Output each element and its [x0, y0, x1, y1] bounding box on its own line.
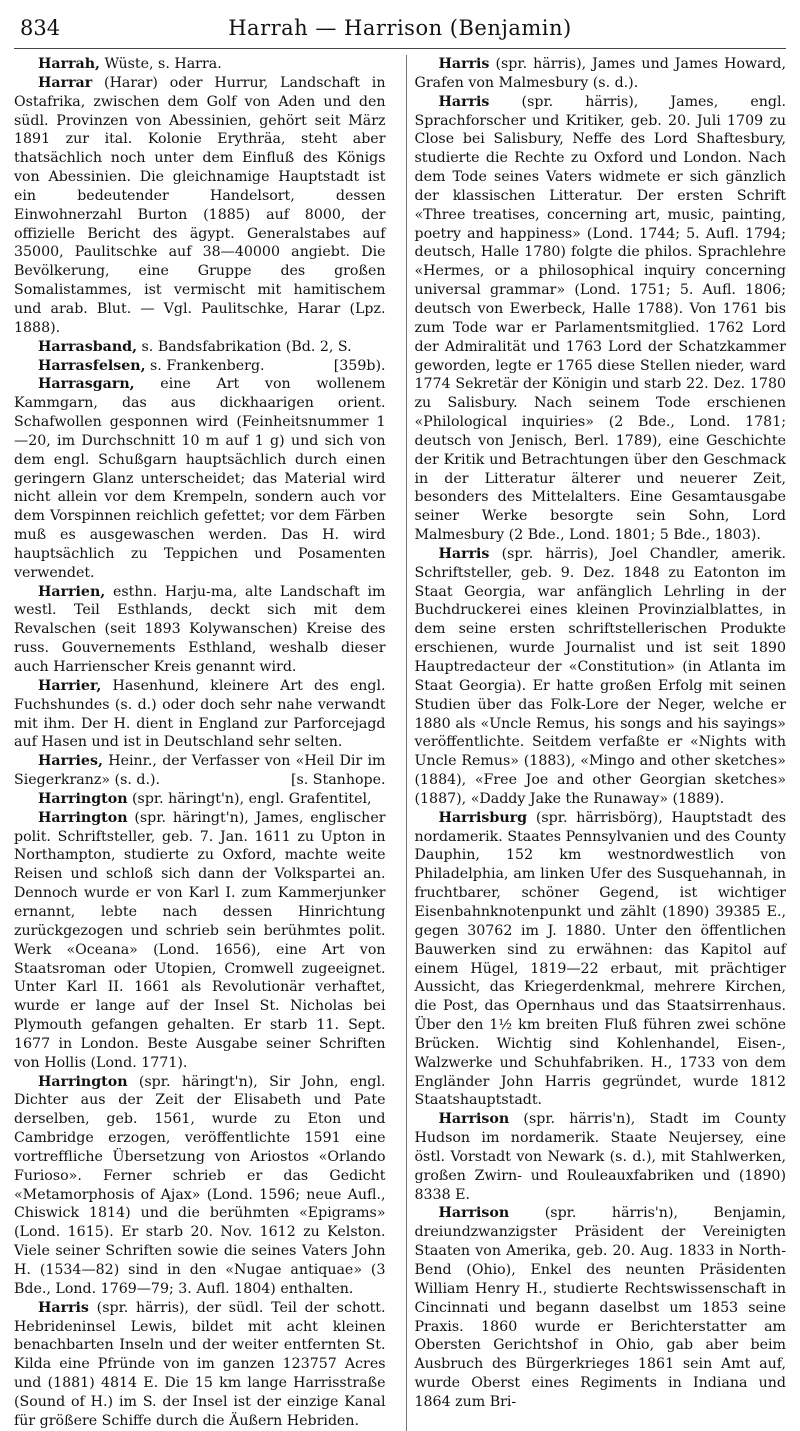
right-column	[406, 55, 787, 1431]
entry-text: s. Bandsfabrikation (Bd. 2, S.	[137, 338, 352, 355]
entry-headword: Harrington	[38, 809, 128, 826]
entry-text: (spr. härris), James, engl. Sprachforscher und Kritiker, geb. 20. Juli 1709 zu Close bei Salisbury, Neffe des Lord Shaftesbury, studierte die Rechte zu Oxford und London. Nach dem Tode seines Vaters widmete er sich gänzlich der klassischen Litteratur. Der ersten Schrift «Three treatises, concerning art, music, painting, poetry and happiness» (Lond. 1744; 5. Aufl. 1794; deutsch, Halle 1780) folgte die philos. Sprachlehre «Hermes, or a philosophical inquiry concerning universal grammar» (Lond. 1751; 5. Aufl. 1806; deutsch von Ewerbeck, Halle 1788). Von 1761 bis zum Tode war er Parlamentsmitglied. 1762 Lord der Admiralität und 1763 Lord der Schatzkammer geworden, legte er 1765 diese Stellen nieder, ward 1774 Sekretär der Königin und starb 22. Dez. 1780 zu Salisbury. Nach seinem Tode erschienen «Philological inquiries» (2 Bde., Lond. 1781; deutsch von Jenisch, Berl. 1789), eine Geschichte der Kritik und Betrachtungen über den Geschmack in der Litteratur älterer und neuerer Zeit, besonders des Mittelalters. Eine Gesamtausgabe seiner Werke besorgte sein Sohn, Lord Malmesbury (2 Bde., Lond. 1801; 5 Bde., 1803).	[414, 93, 786, 544]
entry-headword: Harris	[38, 1299, 89, 1316]
entry-headword: Harrison	[438, 1111, 510, 1128]
running-head: Harrah — Harrison (Benjamin)	[228, 16, 572, 40]
entry-text: Hasenhund, kleinere Art des engl. Fuchshundes (s. d.) oder doch sehr nahe verwandt mit ihm. Der H. dient in England zur Parforcejagd auf Hasen und ist in Deutschland sehr selten.	[14, 677, 386, 751]
entry-text: (spr. härris'n), Benjamin, dreiundzwanzigster Präsident der Vereinigten Staaten von Amerika, geb. 20. Aug. 1833 in North-Bend (Ohio), Enkel des neunten Präsidenten William Henry H., studierte Rechtswissenschaft in Cincinnati und begann daselbst um 1853 seine Praxis. 1860 wurde er Berichterstatter am Obersten Gerichtshof in Ohio, gab aber beim Ausbruch des Bürgerkrieges 1861 sein Amt auf, wurde Oberst eines Regiments in Indiana und 1864 zum Bri-	[414, 1205, 786, 1410]
entry-text: Heinr., der Verfasser von «Heil Dir im Siegerkranz» (s. d.).	[14, 753, 386, 789]
dictionary-entry	[14, 357, 386, 376]
entry-text: eine Art von wollenem Kammgarn, das aus dickhaarigen orient. Schafwollen gesponnen wird (Feinheitsnummer 1—20, im Durchschnitt 10 m auf 1 g) und sich von dem engl. Schußgarn hauptsächlich durch einen geringern Glanz unterscheidet; das Material wird nicht allein vor dem Krempeln, sondern auch vor dem Vorspinnen reichlich gefettet; vor dem Färben muß es ausgewaschen werden. Das H. wird hauptsächlich zu Teppichen und Posamenten verwendet.	[14, 376, 386, 581]
dictionary-entry	[415, 55, 787, 93]
page-header	[14, 12, 786, 49]
entry-headword: Harries,	[38, 753, 103, 770]
entry-text: (spr. härrisbörg), Hauptstadt des nordamerik. Staates Pennsylvanien und des County Dauphin, 152 km westnordwestlich von Philadelphia, am linken Ufer des Susquehannah, in fruchtbarer, schöner Gegend, ist wichtiger Eisenbahnknotenpunkt und zählt (1890) 39385 E., gegen 30762 im J. 1880. Unter den öffentlichen Bauwerken sind zu erwähnen: das Kapitol auf einem Hügel, 1819—22 erbaut, mit prächtiger Aussicht, das Kriegerdenkmal, mehrere Kirchen, die Post, das Opernhaus und das Staatsirrenhaus. Über den 1½ km breiten Fluß führen zwei schöne Brücken. Wichtig sind Kohlenhandel, Eisen-, Walzwerke und Schuhfabriken. H., 1733 von dem Engländer John Harris gegründet, wurde 1812 Staatshauptstadt.	[414, 809, 786, 1109]
dictionary-entry	[415, 93, 787, 545]
entry-headword: Harrasband,	[38, 338, 138, 355]
entry-headword: Harrisburg	[438, 809, 528, 826]
entry-text: (spr. häringt'n), James, englischer polit. Schriftsteller, geb. 7. Jan. 1611 zu Upton in Northampton, studierte zu Oxford, machte weite Reisen und schloß sich dann der Volkspartei an. Dennoch wurde er von Karl I. zum Kammerjunker ernannt, lebte nach dessen Hinrichtung zurückgezogen und schrieb sein berühmtes polit. Werk «Oceana» (Lond. 1656), eine Art von Staatsroman oder Utopien, Cromwell zugeeignet. Unter Karl II. 1661 als Revolutionär verhaftet, wurde er lange auf der Insel St. Nicholas bei Plymouth gefangen gehalten. Er starb 11. Sept. 1677 in London. Beste Ausgabe seiner Schriften von Hollis (Lond. 1771).	[14, 809, 386, 1071]
dictionary-entry	[14, 74, 386, 338]
dictionary-entry	[415, 1204, 787, 1411]
entry-text: (spr. härris'n), Stadt im County Hudson im nordamerik. Staate Neujersey, eine östl. Vorstadt von Newark (s. d.), mit Stahlwerken, großen Zwirn- und Rouleauxfabriken und (1890) 8338 E.	[414, 1111, 786, 1203]
dictionary-entry	[415, 545, 787, 809]
dictionary-entry	[14, 1299, 386, 1431]
entry-headword: Harrison	[438, 1205, 510, 1222]
left-column	[14, 55, 394, 1431]
dictionary-entry	[14, 677, 386, 752]
entry-continuation-ref: [359b).	[333, 357, 386, 374]
entry-text: esthn. Harju-ma, alte Landschaft im westl. Teil Esthlands, deckt sich mit dem Revalschen (seit 1893 Kolywanschen) Kreise des russ. Gouvernements Esthland, weshalb dieser auch Harrienscher Kreis genannt wird.	[14, 583, 386, 675]
entry-text: (Harar) oder Hurrur, Landschaft in Ostafrika, zwischen dem Golf von Aden und den südl. Provinzen von Abessinien, gehört seit März 1891 zur ital. Kolonie Erythräa, steht aber thatsächlich noch unter dem Einfluß des Königs von Abessinien. Die gleichnamige Hauptstadt ist ein bedeutender Handelsort, dessen Einwohnerzahl Burton (1885) auf 8000, der offizielle Bericht des ägypt. Generalstabes auf 35000, Paulitschke auf 38—40000 angiebt. Die Bevölkerung, eine Gruppe des großen Somalistammes, ist vermischt mit hamitischem und arab. Blut. — Vgl. Paulitschke, Harar (Lpz. 1888).	[14, 74, 386, 336]
entry-headword: Harris	[438, 545, 490, 562]
entry-text: (spr. häringt'n), engl. Grafentitel,	[127, 790, 372, 807]
entry-headword: Harris	[438, 93, 490, 110]
entry-headword: Harrah,	[38, 56, 100, 72]
entry-headword: Harrington	[38, 1073, 128, 1090]
entry-text: s. Frankenberg.	[145, 357, 265, 374]
dictionary-entry	[14, 338, 386, 357]
entry-headword: Harrington	[38, 790, 128, 807]
entry-headword: Harrier,	[38, 677, 102, 694]
dictionary-entry	[415, 1110, 787, 1204]
dictionary-entry	[415, 809, 787, 1111]
entry-text: (spr. härris), Joel Chandler, amerik. Schriftsteller, geb. 9. Dez. 1848 zu Eatonton im Staat Georgia, war anfänglich Lehrling in der Buchdruckerei eines kleinen Provinzialblattes, in dem seine ersten schriftstellerischen Produkte erschienen, wurde Journalist und ist seit 1890 Hauptredacteur der «Constitution» (in Atlanta im Staat Georgia). Er hatte großen Erfolg mit seinen Studien über das Folk-Lore der Neger, welche er 1880 als «Uncle Remus, his songs and his sayings» veröffentlichte. Seitdem verfaßte er «Nights with Uncle Remus» (1883), «Mingo and other sketches» (1884), «Free Joe and other Georgian sketches» (1887), «Daddy Jake the Runaway» (1889).	[414, 545, 786, 807]
dictionary-entry	[14, 583, 386, 677]
text-columns	[14, 55, 786, 1431]
entry-headword: Harris	[438, 56, 490, 72]
entry-headword: Harrasgarn,	[38, 376, 135, 393]
entry-text: Wüste, s. Harra.	[100, 56, 222, 72]
dictionary-entry	[14, 790, 386, 809]
entry-text: (spr. härris), James und James Howard, Grafen von Malmesbury (s. d.).	[414, 56, 786, 91]
entry-headword: Harrien,	[38, 583, 106, 600]
dictionary-entry	[14, 1073, 386, 1299]
dictionary-entry	[14, 375, 386, 582]
dictionary-entry	[14, 809, 386, 1073]
entry-continuation-ref: [s. Stanhope.	[290, 772, 386, 789]
entry-text: (spr. härris), der südl. Teil der schott. Hebrideninsel Lewis, bildet mit acht kleinen benachbarten Inseln und der weiter entfernten St. Kilda eine Pfründe von im ganzen 123757 Acres und (1881) 4814 E. Die 15 km lange Harrisstraße (Sound of H.) im S. der Insel ist der einzige Kanal für größere Schiffe durch die Äußern Hebriden.	[14, 1299, 386, 1429]
entry-headword: Harrasfelsen,	[38, 357, 146, 374]
page-number: 834	[20, 16, 61, 40]
dictionary-entry	[14, 752, 386, 790]
dictionary-entry	[14, 55, 386, 74]
entry-text: (spr. häringt'n), Sir John, engl. Dichter aus der Zeit der Elisabeth und Pate derselben, geb. 1561, wurde zu Eton und Cambridge erzogen, veröffentlichte 1591 eine vortreffliche Übersetzung von Ariostos «Orlando Furioso». Ferner schrieb er das Gedicht «Metamorphosis of Ajax» (Lond. 1596; neue Aufl., Chiswick 1814) und die berühmten «Epigrams» (Lond. 1615). Er starb 20. Nov. 1612 zu Kelston. Viele seiner Schriften sowie die seines Vaters John H. (1534—82) sind in den «Nugae antiquae» (3 Bde., Lond. 1769—79; 3. Aufl. 1804) enthalten.	[14, 1073, 386, 1297]
entry-headword: Harrar	[38, 74, 93, 91]
